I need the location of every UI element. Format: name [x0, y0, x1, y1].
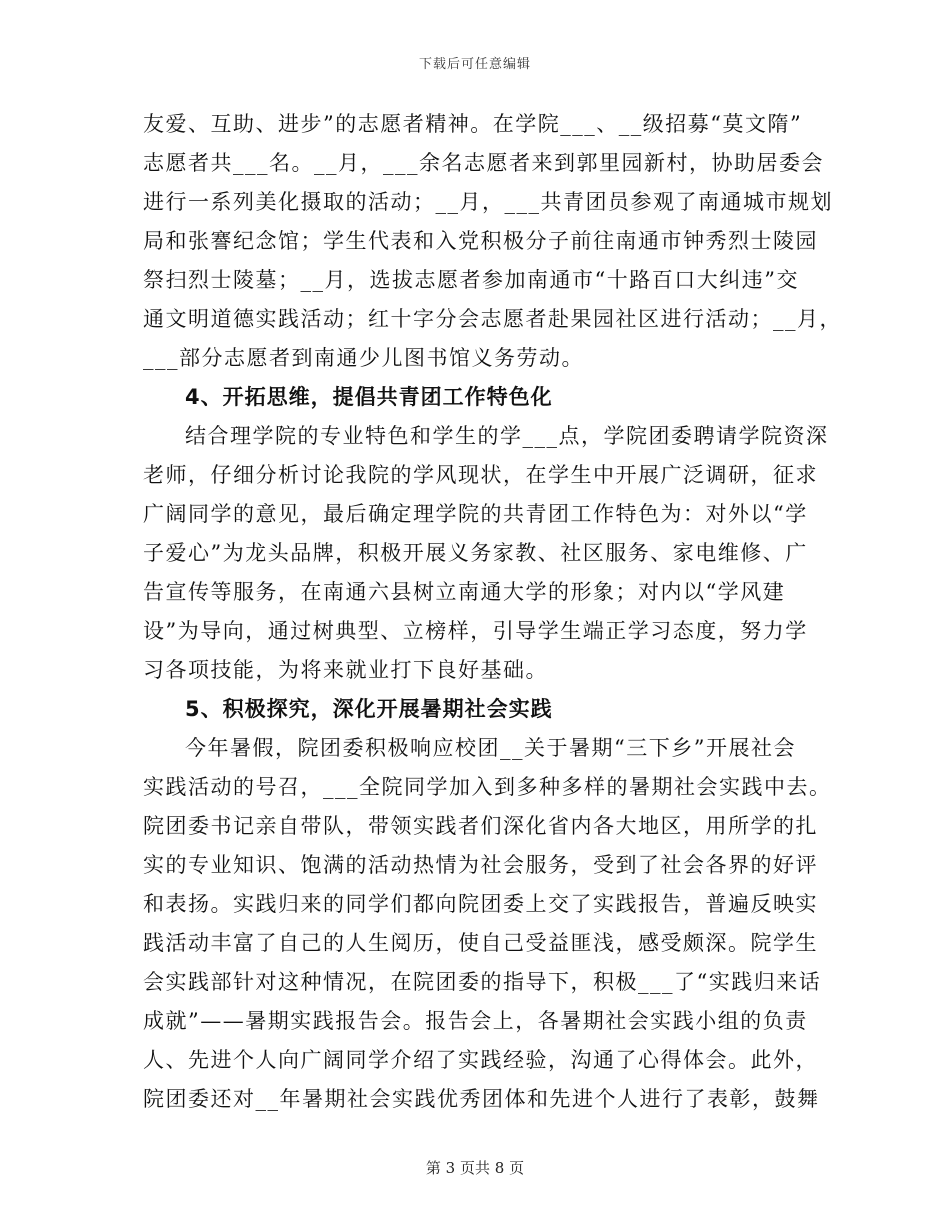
body-line: 友爱、互助、进步”的志愿者精神。在学院___、__级招募“莫文隋”	[143, 112, 803, 136]
body-line: 实践活动的号召，___全院同学加入到多种多样的暑期社会实践中去。	[143, 775, 832, 799]
body-line: 进行一系列美化摄取的活动；__月，___共青团员参观了南通城市规划	[143, 190, 833, 214]
page-header-note: 下载后可任意编辑	[418, 57, 531, 72]
body-line: 院团委书记亲自带队，带领实践者们深化省内各大地区，用所学的扎	[143, 814, 818, 838]
body-line: 子爱心”为龙头品牌，积极开展义务家教、社区服务、家电维修、广	[143, 541, 808, 565]
section-heading-5: 5、积极探究，深化开展暑期社会实践	[185, 697, 553, 721]
body-line: ___部分志愿者到南通少儿图书馆义务劳动。	[143, 346, 584, 370]
body-line: 志愿者共___名。__月，___余名志愿者来到郭里园新村，协助居委会	[143, 151, 824, 175]
body-line: 通文明道德实践活动；红十字分会志愿者赴果园社区进行活动；__月，	[143, 307, 842, 331]
paragraph-first-line: 今年暑假，院团委积极响应校团__关于暑期“三下乡”开展社会	[185, 736, 796, 760]
body-line: 实的专业知识、饱满的活动热情为社会服务，受到了社会各界的好评	[143, 853, 818, 877]
document-body	[143, 105, 842, 1119]
paragraph-first-line: 结合理学院的专业特色和学生的学___点，学院团委聘请学院资深	[185, 424, 829, 448]
body-line: 和表扬。实践归来的同学们都向院团委上交了实践报告，普遍反映实	[143, 892, 818, 916]
section-heading-4: 4、开拓思维，提倡共青团工作特色化	[185, 385, 553, 409]
body-line: 成就”——暑期实践报告会。报告会上，各暑期社会实践小组的负责	[143, 1009, 808, 1033]
body-line: 践活动丰富了自己的人生阅历，使自己受益匪浅，感受颇深。院学生	[143, 931, 818, 955]
page-number: 第 3 页共 8 页	[425, 1159, 525, 1177]
body-line: 习各项技能，为将来就业打下良好基础。	[143, 658, 548, 682]
body-line: 院团委还对__年暑期社会实践优秀团体和先进个人进行了表彰，鼓舞	[143, 1087, 820, 1111]
body-line: 人、先进个人向广阔同学介绍了实践经验，沟通了心得体会。此外，	[143, 1048, 818, 1072]
body-line: 广阔同学的意见，最后确定理学院的共青团工作特色为：对外以“学	[143, 502, 808, 526]
body-line: 局和张謇纪念馆；学生代表和入党积极分子前往南通市钟秀烈士陵园	[143, 229, 818, 253]
body-line: 会实践部针对这种情况，在院团委的指导下，积极___了“实践归来话	[143, 970, 822, 994]
body-line: 设”为导向，通过树典型、立榜样，引导学生端正学习态度，努力学	[143, 619, 808, 643]
body-line: 老师，仔细分析讨论我院的学风现状，在学生中开展广泛调研，征求	[143, 463, 818, 487]
body-line: 祭扫烈士陵墓；__月，选拔志愿者参加南通市“十路百口大纠违”交	[143, 268, 799, 292]
body-line: 告宣传等服务，在南通六县树立南通大学的形象；对内以“学风建	[143, 580, 786, 604]
